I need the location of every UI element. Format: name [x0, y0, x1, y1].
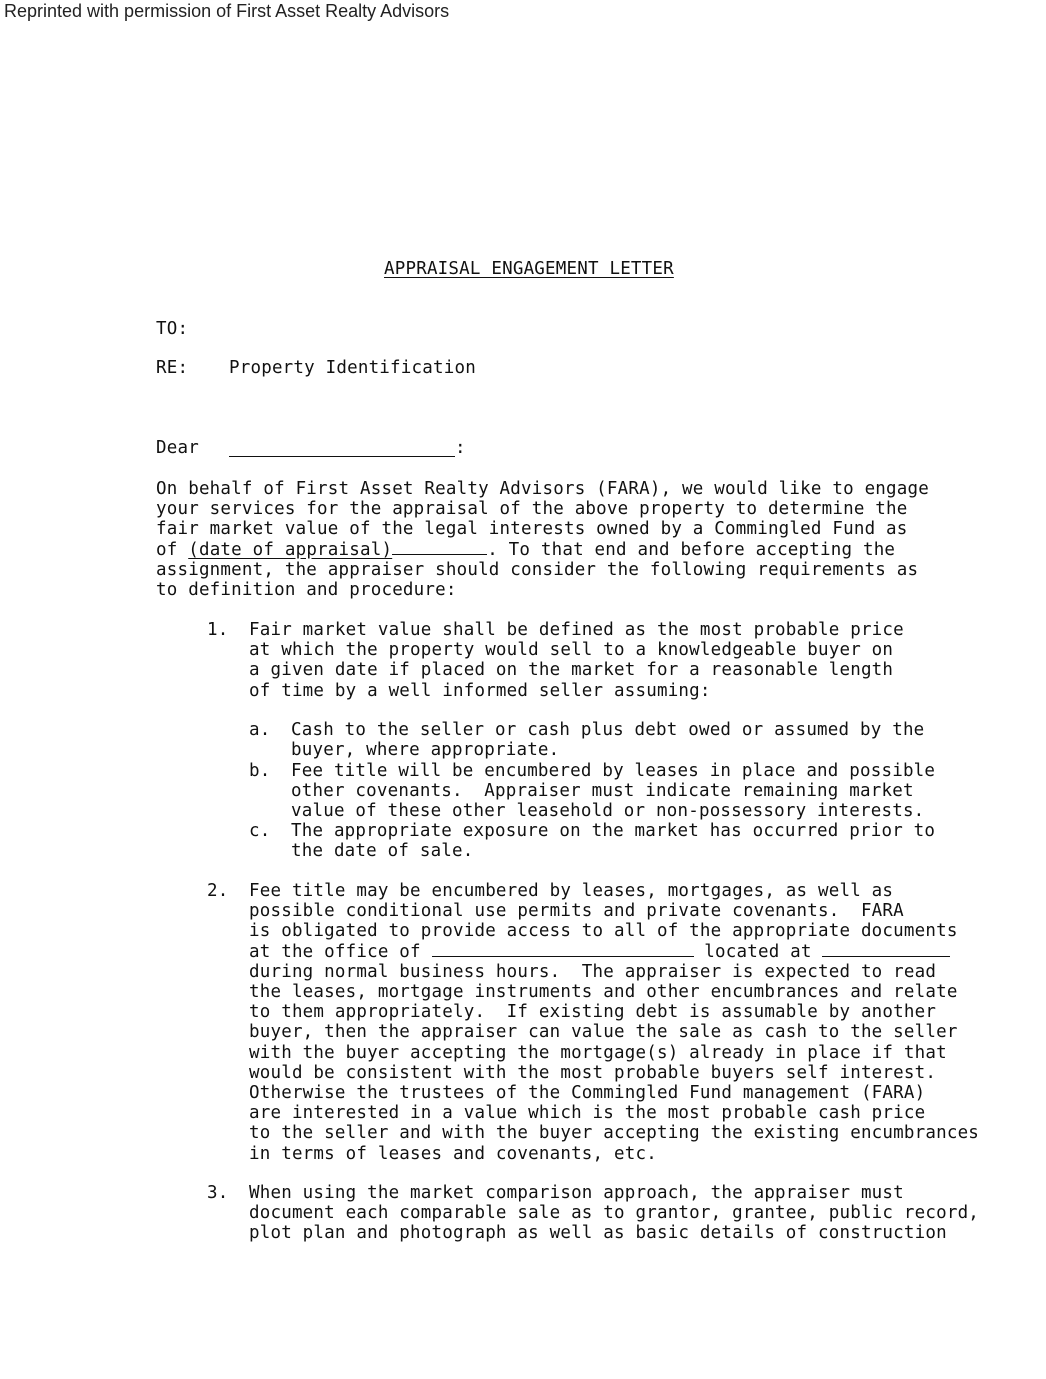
subitem-line: the date of sale.: [291, 841, 474, 862]
intro-line-prefix: of: [156, 539, 189, 560]
item-line: Fair market value shall be defined as the most probable price: [249, 620, 904, 640]
intro-line-suffix: . To that end and before accepting the: [487, 539, 896, 560]
item-line: document each comparable sale as to grantor, grantee, public record,: [249, 1203, 980, 1224]
subitem-c-text: [291, 821, 935, 861]
item-1-text: [249, 620, 904, 701]
subitem-line: The appropriate exposure on the market has occurred prior to: [291, 821, 936, 841]
item-line: [249, 942, 979, 962]
item-line: plot plan and photograph as well as basic details of construction: [249, 1223, 947, 1244]
salutation-colon: :: [455, 438, 466, 458]
intro-paragraph: [156, 479, 929, 600]
item-line: would be consistent with the most probable buyers self interest.: [249, 1062, 937, 1083]
salutation: Dear: [156, 438, 199, 458]
subitem-line: Fee title will be encumbered by leases in place and possible: [291, 761, 936, 781]
date-blank-line: [392, 540, 487, 555]
location-blank-line: [822, 942, 950, 957]
re-label: RE:: [156, 358, 189, 378]
item-line: a given date if placed on the market for a reasonable length: [249, 660, 894, 681]
subitem-line: other covenants. Appraiser must indicate remaining market: [291, 781, 914, 802]
item-number: 2.: [207, 881, 229, 901]
subitem-line: Cash to the seller or cash plus debt owed or assumed by the: [291, 720, 925, 740]
item-line: of time by a well informed seller assuming:: [249, 680, 711, 701]
item-line: Otherwise the trustees of the Commingled Fund management (FARA): [249, 1083, 926, 1104]
subitem-a-text: [291, 720, 924, 760]
letter-title: APPRAISAL ENGAGEMENT LETTER: [384, 259, 674, 279]
item-line: is obligated to provide access to all of the appropriate documents: [249, 921, 958, 942]
office-of-label: at the office of: [249, 941, 421, 962]
intro-line: fair market value of the legal interests owned by a Commingled Fund as: [156, 519, 908, 540]
item-line: during normal business hours. The appraiser is expected to read: [249, 961, 937, 982]
item-line: When using the market comparison approach, the appraiser must: [249, 1183, 904, 1203]
intro-line: [156, 540, 929, 560]
subitem-line: buyer, where appropriate.: [291, 740, 560, 761]
office-blank-line: [432, 942, 694, 957]
intro-line: your services for the appraisal of the above property to determine the: [156, 499, 908, 520]
item-line: to them appropriately. If existing debt is assumable by another: [249, 1002, 937, 1023]
item-line: Fee title may be encumbered by leases, mortgages, as well as: [249, 881, 894, 901]
intro-line: On behalf of First Asset Realty Advisors (FARA), we would like to engage: [156, 479, 929, 499]
item-line: to the seller and with the buyer accepting the existing encumbrances: [249, 1123, 980, 1144]
intro-line: to definition and procedure:: [156, 580, 457, 601]
intro-line: assignment, the appraiser should consider the following requirements as: [156, 559, 919, 580]
re-value: Property Identification: [229, 358, 476, 378]
subitem-letter: c.: [249, 821, 271, 841]
subitem-letter: b.: [249, 761, 271, 781]
item-line: buyer, then the appraiser can value the sale as cash to the seller: [249, 1022, 958, 1043]
reprint-notice: Reprinted with permission of First Asset Realty Advisors: [4, 1, 450, 21]
item-line: at which the property would sell to a knowledgeable buyer on: [249, 640, 894, 661]
item-line: with the buyer accepting the mortgage(s) already in place if that: [249, 1042, 947, 1063]
item-number: 1.: [207, 620, 229, 640]
item-2-text: [249, 881, 979, 1164]
item-3-text: [249, 1183, 979, 1244]
subitem-line: value of these other leasehold or non-possessory interests.: [291, 801, 925, 822]
date-of-appraisal-field: (date of appraisal): [188, 539, 393, 560]
to-label: TO:: [156, 319, 189, 339]
addressee-blank-line: [229, 456, 455, 457]
located-at-label: located at: [704, 941, 812, 962]
item-line: in terms of leases and covenants, etc.: [249, 1143, 657, 1164]
item-number: 3.: [207, 1183, 229, 1203]
subitem-letter: a.: [249, 720, 271, 740]
item-line: the leases, mortgage instruments and other encumbrances and relate: [249, 982, 958, 1003]
subitem-b-text: [291, 761, 935, 822]
item-line: are interested in a value which is the most probable cash price: [249, 1103, 926, 1124]
item-line: possible conditional use permits and private covenants. FARA: [249, 901, 904, 922]
